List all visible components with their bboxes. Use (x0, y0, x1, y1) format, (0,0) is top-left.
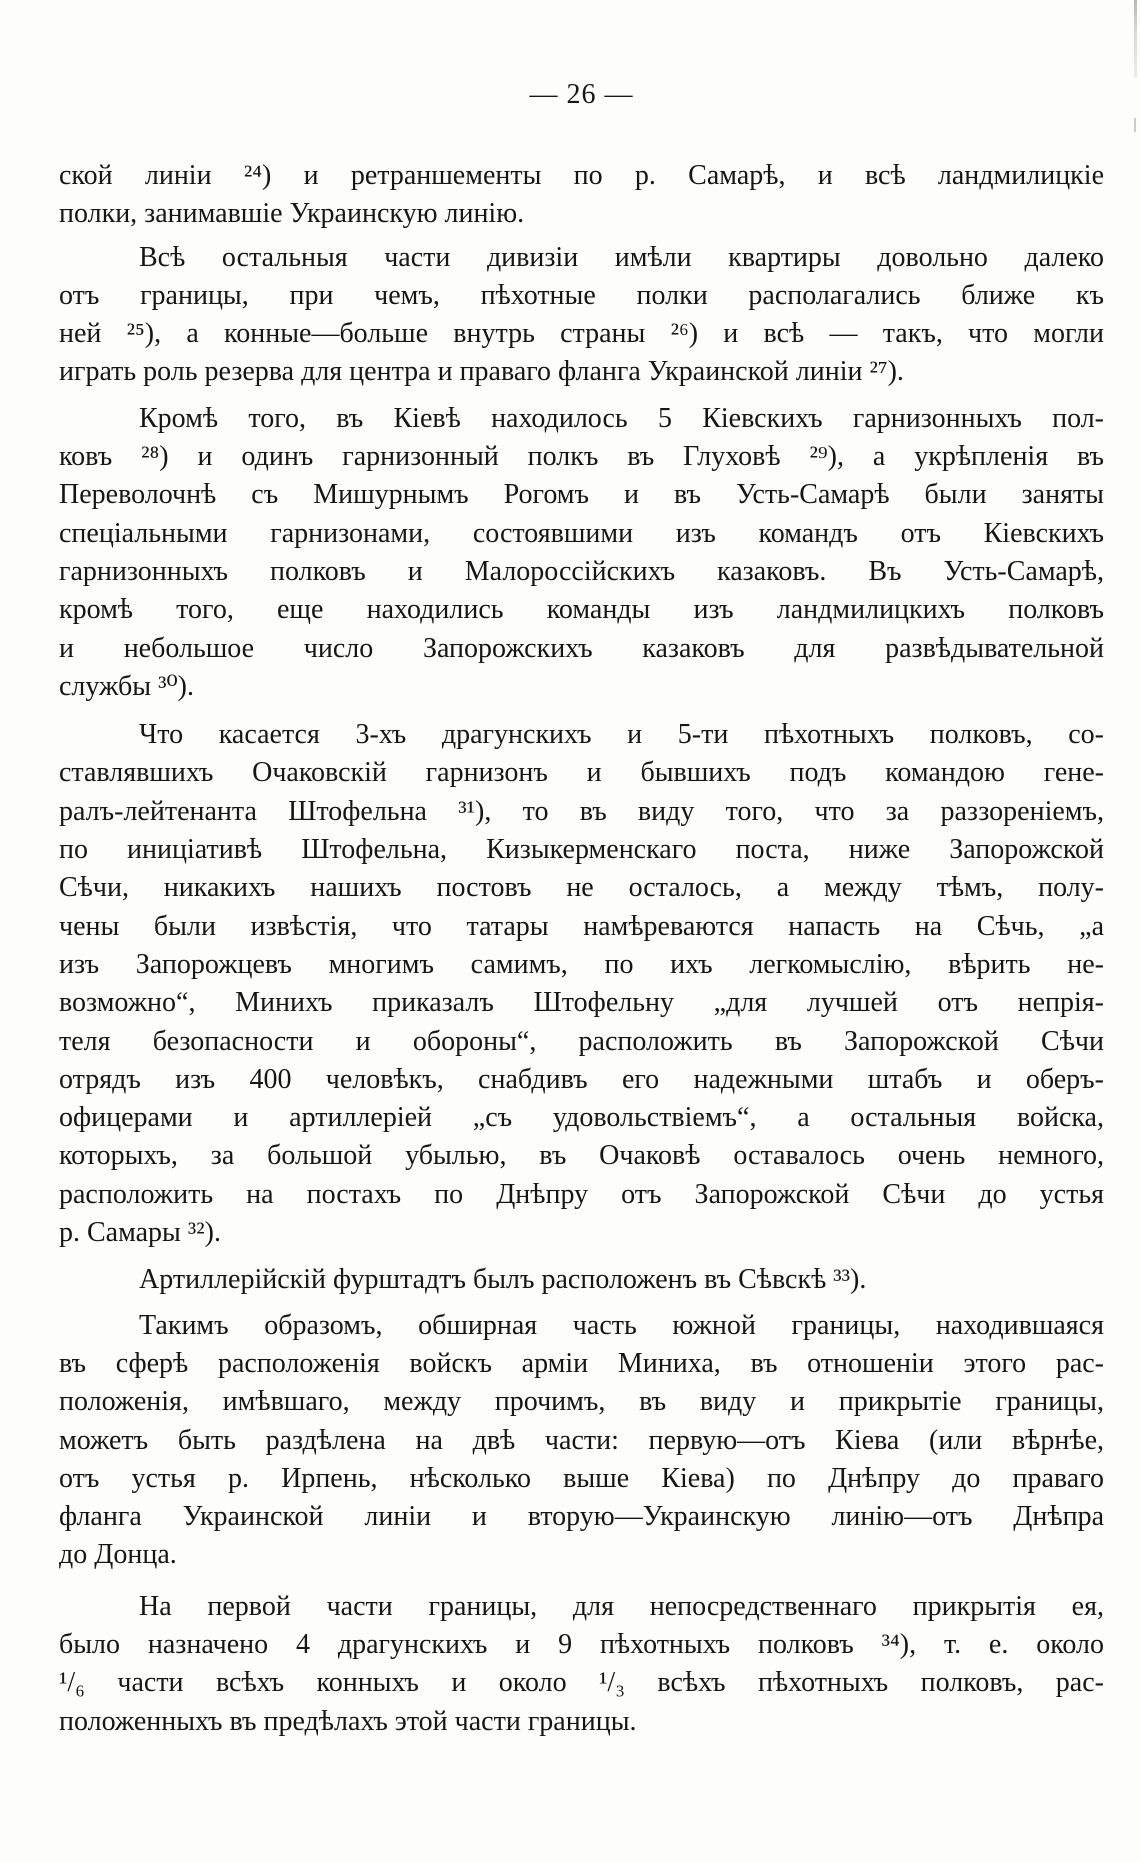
paragraph-1 (59, 157, 1104, 234)
page-number: — 26 — (529, 79, 634, 110)
text-line: Всѣ остальныя части дивизіи имѣли квартиры довольно далеко (139, 241, 1104, 273)
text-line: ¹/₆ части всѣхъ конныхъ и около ¹/₃ всѣхъ пѣхотныхъ полковъ, рас- (59, 1667, 1104, 1699)
text-line: отъ устья р. Ирпень, нѣсколько выше Кіева) по Днѣпру до праваго (59, 1462, 1104, 1494)
text-line: теля безопасности и обороны“, расположить въ Запорожской Сѣчи (59, 1025, 1104, 1057)
text-line: чены были извѣстія, что татары намѣреваются напасть на Сѣчь, „а (59, 910, 1104, 942)
scan-edge-artifact (1134, 0, 1137, 78)
text-line: играть роль резерва для центра и праваго фланга Украинской линіи ²⁷). (59, 356, 904, 388)
paragraph-2 (59, 239, 1104, 392)
text-line: возможно“, Минихъ приказалъ Штофельну „для лучшей отъ непрія- (59, 987, 1104, 1019)
paragraph-4 (59, 716, 1104, 1252)
text-line: Что касается 3-хъ драгунскихъ и 5-ти пѣхотныхъ полковъ, со- (139, 719, 1104, 751)
page-body (59, 157, 1104, 1741)
text-line: и небольшое число Запорожскихъ казаковъ для развѣдывательной (59, 632, 1104, 664)
text-line: въ сферѣ расположенія войскъ арміи Миниха, въ отношеніи этого рас- (59, 1347, 1104, 1379)
text-line: отъ границы, при чемъ, пѣхотные полки располагались ближе къ (59, 279, 1104, 311)
text-line: можетъ быть раздѣлена на двѣ части: первую—отъ Кіева (или вѣрнѣе, (59, 1424, 1104, 1456)
text-line: ской линіи ²⁴) и ретраншементы по р. Самарѣ, и всѣ ландмилицкіе (59, 160, 1104, 191)
text-line: ралъ-лейтенанта Штофельна ³¹), то въ виду того, что за раззореніемъ, (59, 795, 1104, 827)
text-line: Такимъ образомъ, обширная часть южной границы, находившаяся (139, 1309, 1104, 1341)
text-line: по иниціативѣ Штофельна, Кизыкерменскаго поста, ниже Запорожской (59, 834, 1104, 866)
text-line: ставлявшихъ Очаковскій гарнизонъ и бывшихъ подъ командою гене- (59, 757, 1104, 789)
text-line: ковъ ²⁸) и одинъ гарнизонный полкъ въ Глуховѣ ²⁹), а укрѣпленія въ (59, 441, 1104, 473)
text-line: Артиллерійскій фурштадтъ былъ расположенъ въ Сѣвскѣ ³³). (139, 1264, 867, 1296)
text-line: Кромѣ того, въ Кіевѣ находилось 5 Кіевскихъ гарнизонныхъ пол- (139, 402, 1104, 434)
text-line: кромѣ того, еще находились команды изъ ландмилицкихъ полковъ (59, 594, 1104, 626)
text-line: фланга Украинской линіи и вторую—Украинскую линію—отъ Днѣпра (59, 1501, 1104, 1533)
text-line: которыхъ, за большой убылью, въ Очаковѣ оставалось очень немного, (59, 1140, 1104, 1172)
text-line: ней ²⁵), а конные—больше внутрь страны ²⁶) и всѣ — такъ, что могли (59, 318, 1104, 350)
text-line: расположить на постахъ по Днѣпру отъ Запорожской Сѣчи до устья (59, 1178, 1104, 1210)
text-line: было назначено 4 драгунскихъ и 9 пѣхотныхъ полковъ ³⁴), т. е. около (59, 1628, 1104, 1660)
text-line: полки, занимавшіе Украинскую линію. (59, 198, 525, 230)
text-line: положенія, имѣвшаго, между прочимъ, въ виду и прикрытіе границы, (59, 1386, 1104, 1418)
text-line: отрядъ изъ 400 человѣкъ, снабдивъ его надежными штабъ и оберъ- (59, 1063, 1104, 1095)
text-line: гарнизонныхъ полковъ и Малороссійскихъ казаковъ. Въ Усть-Самарѣ, (59, 555, 1104, 587)
text-line: до Донца. (59, 1539, 177, 1571)
paragraph-3 (59, 400, 1104, 706)
text-line: Сѣчи, никакихъ нашихъ постовъ не осталось, а между тѣмъ, полу- (59, 872, 1104, 904)
text-line: изъ Запорожцевъ многимъ самимъ, по ихъ легкомыслію, вѣрить не- (59, 948, 1104, 980)
paragraph-6 (59, 1307, 1104, 1575)
text-line: службы ³⁰). (59, 670, 195, 702)
scan-edge-artifact (1134, 118, 1136, 132)
text-line: положенныхъ въ предѣлахъ этой части границы. (59, 1705, 637, 1737)
paragraph-5 (59, 1261, 1104, 1299)
text-line: Переволочнѣ съ Мишурнымъ Рогомъ и въ Усть-Самарѣ были заняты (59, 479, 1104, 511)
text-line: р. Самары ³²). (59, 1217, 221, 1249)
paragraph-7 (59, 1588, 1104, 1741)
text-line: офицерами и артиллеріей „съ удовольствіемъ“, а остальныя войска, (59, 1102, 1104, 1134)
text-line: спеціальными гарнизонами, состоявшими изъ командъ отъ Кіевскихъ (59, 517, 1104, 549)
text-line: На первой части границы, для непосредственнаго прикрытія ея, (139, 1590, 1104, 1622)
